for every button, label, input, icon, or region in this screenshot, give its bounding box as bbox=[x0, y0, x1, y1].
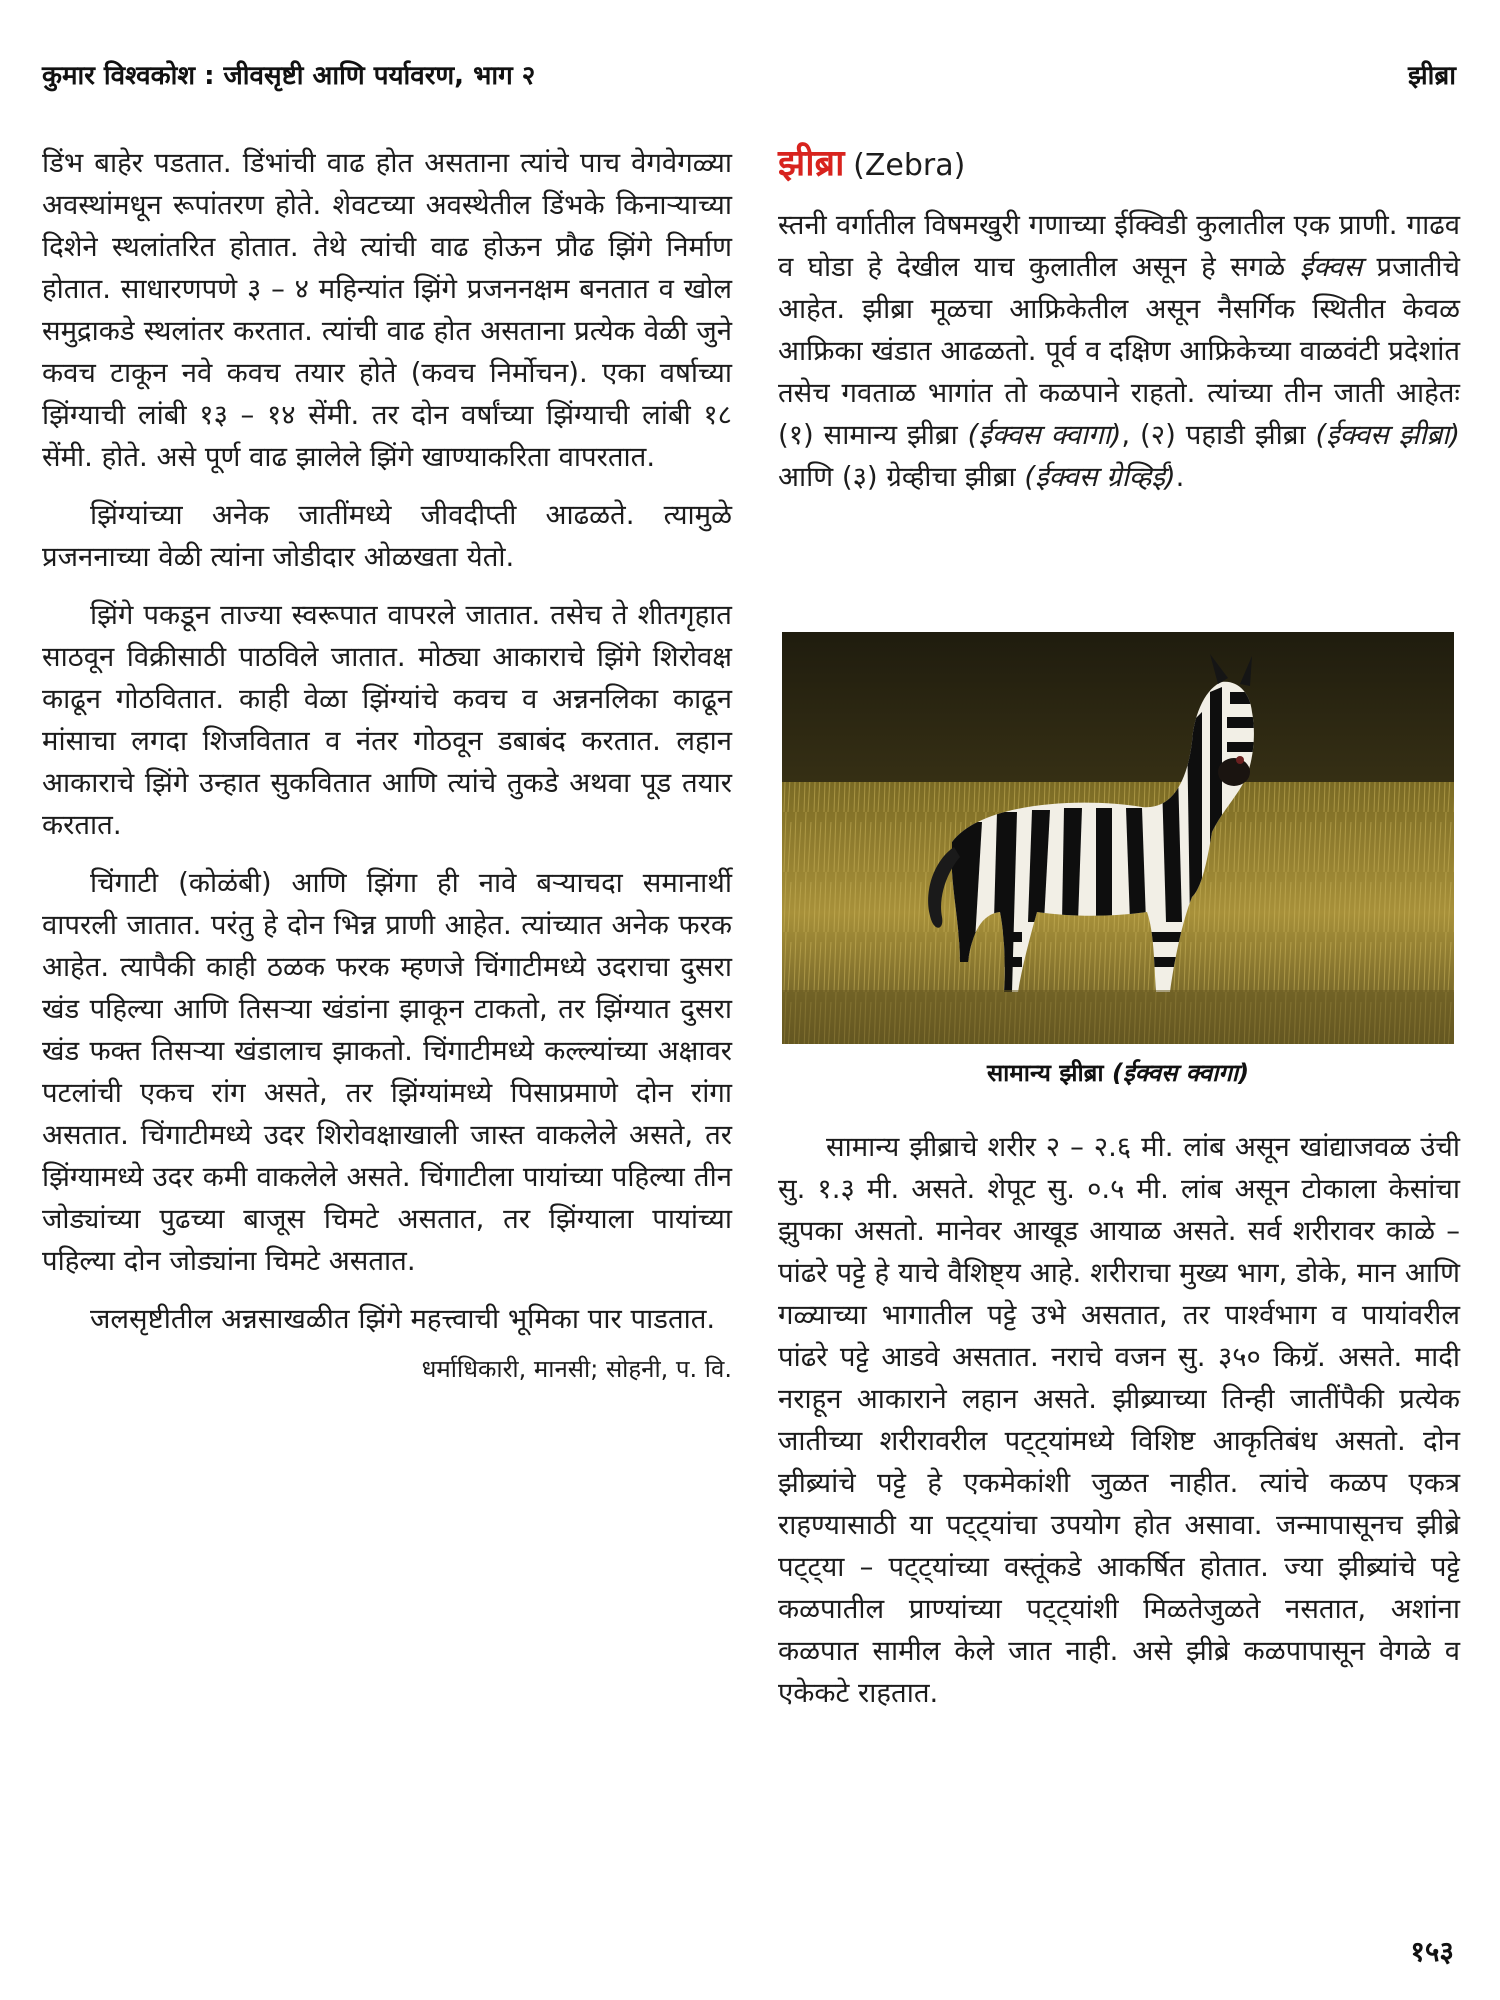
author-credit: धर्माधिकारी, मानसी; सोहनी, प. वि. bbox=[421, 1355, 732, 1383]
paragraph: चिंगाटी (कोळंबी) आणि झिंगा ही नावे बऱ्याचदा समानार्थी वापरली जातात. परंतु हे दोन भिन्न प्राणी आहेत. त्यांच्यात अनेक फरक आहेत. त्यापैकी काही ठळक फरक म्हणजे चिंगाटीमध्ये उदराचा दुसरा खंड पहिल्या आणि तिसऱ्या खंडांना झाकून टाकतो, तर झिंग्यात दुसरा खंड फक्त तिसऱ्या खंडालाच झाकतो. चिंगाटीमध्ये कल्ल्यांच्या अक्षावर पटलांची एकच रांग असते, तर झिंग्यांमध्ये पिसाप्रमाणे दोन रांगा असतात. चिंगाटीमध्ये उदर शिरोवक्षाखाली जास्त वाकलेले असते, तर झिंग्यामध्ये उदर कमी वाकलेले असते. चिंगाटीला पायांच्या पहिल्या तीन जोड्यांच्या पुढच्या बाजूस चिमटे असतात, तर झिंग्याला पायांच्या पहिल्या दोन जोड्यांना चिमटे असतात. bbox=[42, 867, 732, 1277]
species-name: (ईक्वस क्वागा) bbox=[967, 419, 1122, 451]
entry-latin-name: (Zebra) bbox=[853, 148, 966, 183]
intro-text: . bbox=[1175, 461, 1185, 493]
zebra-illustration bbox=[782, 632, 1454, 1044]
page-number: १५३ bbox=[1410, 1935, 1454, 1968]
entry-heading bbox=[778, 142, 1460, 188]
photo-caption bbox=[782, 1056, 1454, 1089]
entry-intro bbox=[778, 204, 1460, 498]
zebra-photo bbox=[782, 632, 1454, 1044]
paragraph: जलसृष्टीतील अन्नसाखळीत झिंगे महत्त्वाची भूमिका पार पाडतात. bbox=[90, 1303, 716, 1335]
entry-title: झीब्रा bbox=[778, 143, 845, 184]
intro-text: आणि (३) ग्रेव्हीचा झीब्रा bbox=[778, 461, 1025, 493]
running-header-topic: झीब्रा bbox=[1408, 61, 1456, 91]
right-column-description bbox=[778, 1126, 1460, 1714]
paragraph: डिंभ बाहेर पडतात. डिंभांची वाढ होत असताना त्यांचे पाच वेगवेगळ्या अवस्थांमधून रूपांतरण होते. शेवटच्या अवस्थेतील डिंभके किनाऱ्याच्या दिशेने स्थलांतरित होतात. तेथे त्यांची वाढ होऊन प्रौढ झिंगे निर्माण होतात. साधारणपणे ३ – ४ महिन्यांत झिंगे प्रजननक्षम बनतात व खोल समुद्राकडे स्थलांतर करतात. त्यांची वाढ होत असताना प्रत्येक वेळी जुने कवच टाकून नवे कवच तयार होते (कवच निर्मोचन). एका वर्षाच्या झिंग्याची लांबी १३ – १४ सेंमी. तर दोन वर्षांच्या झिंग्याची लांबी १८ सेंमी. होते. असे पूर्ण वाढ झालेले झिंगे खाण्याकरिता वापरतात. bbox=[42, 147, 732, 473]
species-name: (ईक्वस ग्रेव्हिई) bbox=[1024, 461, 1176, 493]
species-name: (ईक्वस झीब्रा) bbox=[1315, 419, 1461, 451]
running-header: कुमार विश्वकोश : जीवसृष्टी आणि पर्यावरण, भाग २ bbox=[42, 61, 536, 91]
caption-species: (ईक्वस क्वागा) bbox=[1111, 1059, 1250, 1087]
intro-text: प्रजातीचे आहेत. झीब्रा मूळचा आफ्रिकेतील असून नैसर्गिक स्थितीत केवळ आफ्रिका खंडात आढळतो. पूर्व व दक्षिण आफ्रिकेच्या वाळवंटी प्रदेशांत तसेच गवताळ भागांत तो कळपाने राहतो. त्यांच्या तीन जाती आहेतः (१) सामान्य झीब्रा bbox=[778, 251, 1460, 451]
intro-text: , (२) पहाडी झीब्रा bbox=[1121, 419, 1316, 451]
genus-name: ईक्वस bbox=[1299, 251, 1363, 283]
paragraph: झिंग्यांच्या अनेक जातींमध्ये जीवदीप्ती आढळते. त्यामुळे प्रजननाच्या वेळी त्यांना जोडीदार ओळखता येतो. bbox=[42, 499, 732, 573]
intro-text: स्तनी वर्गातील विषमखुरी गणाच्या ईक्विडी कुलातील एक प्राणी. गाढव व घोडा हे देखील याच कुलातील असून हे सगळे bbox=[778, 209, 1460, 283]
left-column bbox=[42, 142, 732, 1390]
right-column-intro bbox=[778, 142, 1460, 498]
paragraph: सामान्य झीब्राचे शरीर २ – २.६ मी. लांब असून खांद्याजवळ उंची सु. १.३ मी. असते. शेपूट सु. ०.५ मी. लांब असून टोकाला केसांचा झुपका असतो. मानेवर आखूड आयाळ असते. सर्व शरीरावर काळे – पांढरे पट्टे हे याचे वैशिष्ट्य आहे. शरीराचा मुख्य भाग, डोके, मान आणि गळ्याच्या भागातील पट्टे उभे असतात, तर पार्श्वभाग व पायांवरील पांढरे पट्टे आडवे असतात. नराचे वजन सु. ३५० किग्रॅ. असते. मादी नराहून आकाराने लहान असते. झीब्र्याच्या तिन्ही जातींपैकी प्रत्येक जातीच्या शरीरावरील पट्ट्यांमध्ये विशिष्ट आकृतिबंध असतो. दोन झीब्र्यांचे पट्टे हे एकमेकांशी जुळत नाहीत. त्यांचे कळप एकत्र राहण्यासाठी या पट्ट्यांचा उपयोग होत असावा. जन्मापासूनच झीब्रे पट्ट्या – पट्ट्यांच्या वस्तूंकडे आकर्षित होतात. ज्या झीब्र्यांचे पट्टे कळपातील प्राण्यांच्या पट्ट्यांशी मिळतेजुळते नसतात, अशांना कळपात सामील केले जात नाही. असे झीब्रे कळपापासून वेगळे व एकेकटे राहतात. bbox=[778, 1131, 1460, 1709]
paragraph: झिंगे पकडून ताज्या स्वरूपात वापरले जातात. तसेच ते शीतगृहात साठवून विक्रीसाठी पाठविले जातात. मोठ्या आकाराचे झिंगे शिरोवक्ष काढून गोठवितात. काही वेळा झिंग्यांचे कवच व अन्ननलिका काढून मांसाचा लगदा शिजवितात व नंतर गोठवून डबाबंद करतात. लहान आकाराचे झिंगे उन्हात सुकवितात आणि त्यांचे तुकडे अथवा पूड तयार करतात. bbox=[42, 599, 732, 841]
caption-text: सामान्य झीब्रा bbox=[986, 1059, 1112, 1087]
